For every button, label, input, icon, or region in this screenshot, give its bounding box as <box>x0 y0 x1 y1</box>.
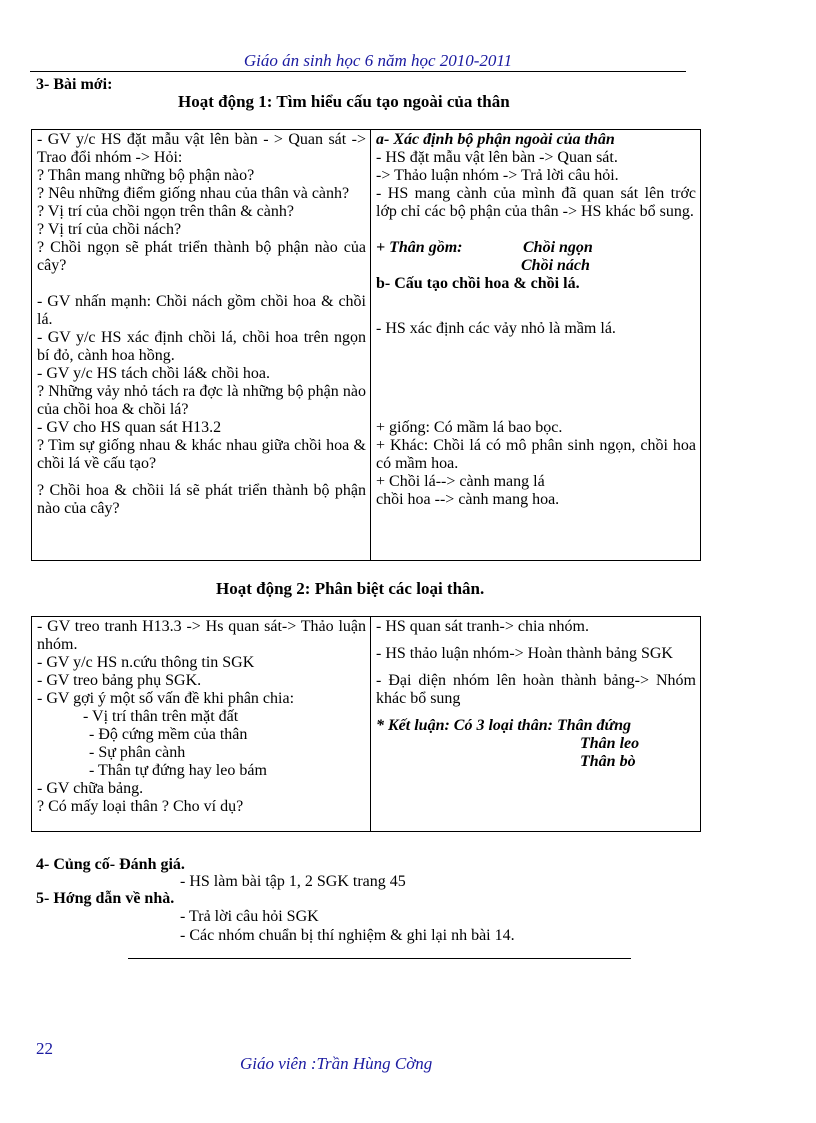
a1-left-line: ? Vị trí của chồi nách? <box>37 221 182 238</box>
a2-left-line: - GV chữa bảng. <box>37 780 144 797</box>
a2-left-line: - GV gợi ý một số vấn đề khi phân chia: <box>37 690 295 707</box>
a2-conclusion-text: : Có 3 loại thân: <box>444 717 557 734</box>
a2-sub-line: - Thân tự đứng hay leo bám <box>89 762 267 779</box>
a2-right-line: - Đại diện nhóm lên hoàn thành bảng-> Nhóm khác bổ sung <box>376 672 696 707</box>
footer-author: Giáo viên :Trần Hùng Cờng <box>240 1054 433 1073</box>
a2-sub-line: - Sự phân cành <box>89 744 186 761</box>
section-5-title: 5- Hớng dẫn về nhà. <box>36 890 175 907</box>
a1-right-line: - HS đặt mẫu vật lên bàn -> Quan sát. <box>376 149 618 166</box>
a1-left-line: - GV y/c HS xác định chồi lá, chồi hoa trên ngọn bí đỏ, cành hoa hồng. <box>37 329 366 364</box>
a2-conclusion-label: * Kết luận <box>376 717 445 734</box>
activity-1-teacher-column <box>32 130 371 561</box>
bottom-divider <box>128 958 631 959</box>
a1-compare-line: chồi hoa --> cành mang hoa. <box>376 491 560 508</box>
activity-2-teacher-column <box>32 617 371 832</box>
activity-2-label: Hoạt động 2 <box>216 579 305 598</box>
a1-left-line: ? Vị trí của chồi ngọn trên thân & cành? <box>37 203 294 220</box>
section-3-title: 3- Bài mới: <box>36 76 113 93</box>
a2-left-line: - GV y/c HS n.cứu thông tin SGK <box>37 654 255 671</box>
a1-left-line: ? Tìm sự giống nhau & khác nhau giữa chồi hoa & chồi lá về cấu tạo? <box>37 437 366 472</box>
a2-left-line: ? Có mấy loại thân ? Cho ví dụ? <box>37 798 244 815</box>
a1-left-line: - GV nhấn mạnh: Chồi nách gồm chồi hoa & chồi lá. <box>37 293 366 328</box>
section-5-line: - Trả lời câu hỏi SGK <box>180 908 319 925</box>
a1-left-line: - GV cho HS quan sát H13.2 <box>37 419 222 436</box>
activity-1-heading: : Tìm hiểu cấu tạo ngoài của thân <box>266 92 510 111</box>
a2-sub-line: - Độ cứng mềm của thân <box>89 726 248 743</box>
activity-1-table <box>31 129 701 561</box>
a2-left-line: - GV treo tranh H13.3 -> Hs quan sát-> Thảo luận nhóm. <box>37 618 366 653</box>
a1-left-line: - GV y/c HS đặt mẫu vật lên bàn - > Quan sát -> Trao đổi nhóm -> Hỏi: <box>37 131 366 166</box>
a1-than-gom-label: + Thân gồm: <box>376 239 463 256</box>
a2-stem-type: Thân bò <box>580 753 636 770</box>
activity-2-title <box>216 580 484 598</box>
a1-left-line: ? Chồi hoa & chồii lá sẽ phát triển thành bộ phận nào của cây? <box>37 482 366 517</box>
a1-than-gom-item: Chồi nách <box>521 257 590 274</box>
a1-right-line: - HS xác định các vảy nhỏ là mầm lá. <box>376 320 616 337</box>
activity-2-table <box>31 616 701 832</box>
a1-left-line: ? Chồi ngọn sẽ phát triển thành bộ phận nào của cây? <box>37 239 366 274</box>
a1-heading-a: a- Xác định bộ phận ngoài của thân <box>376 131 615 148</box>
section-4-title: 4- Củng cố- Đánh giá. <box>36 856 185 873</box>
a1-left-line: ? Thân mang những bộ phận nào? <box>37 167 255 184</box>
a2-stem-type: Thân leo <box>580 735 640 752</box>
page-header-title: Giáo án sinh học 6 năm học 2010-2011 <box>243 51 513 70</box>
a2-sub-line: - Vị trí thân trên mặt đất <box>83 708 239 725</box>
a1-left-line: - GV y/c HS tách chồi lá& chồi hoa. <box>37 365 270 382</box>
a2-right-line: - HS quan sát tranh-> chia nhóm. <box>376 618 589 635</box>
a2-conclusion <box>376 717 696 735</box>
a1-compare-line: + Chồi lá--> cành mang lá <box>376 473 545 490</box>
a1-compare-line: + giống: Có mầm lá bao bọc. <box>376 419 563 436</box>
a1-right-line: - HS mang cành của mình đã quan sát lên trớc lớp chỉ các bộ phận của thân -> HS khác bổ sung. <box>376 185 696 220</box>
activity-2-student-column <box>371 617 701 832</box>
activity-2-heading: : Phân biệt các loại thân. <box>304 579 485 598</box>
page-number: 22 <box>36 1039 53 1058</box>
a2-left-line: - GV treo bảng phụ SGK. <box>37 672 202 689</box>
header-divider <box>30 71 686 72</box>
a1-left-line: ? Những vảy nhỏ tách ra đợc là những bộ phận nào của chồi hoa & chồi lá? <box>37 383 366 418</box>
a1-right-line: -> Thảo luận nhóm -> Trả lời câu hỏi. <box>376 167 619 184</box>
activity-1-title <box>178 93 510 111</box>
section-5-line: - Các nhóm chuẩn bị thí nghiệm & ghi lại nh bài 14. <box>180 927 515 944</box>
a1-compare-line: + Khác: Chồi lá có mô phân sinh ngọn, chồi hoa có mầm hoa. <box>376 437 696 472</box>
a1-left-line: ? Nêu những điểm giống nhau của thân và cành? <box>37 185 350 202</box>
activity-1-label: Hoạt động 1 <box>178 92 267 111</box>
a2-right-line: - HS thảo luận nhóm-> Hoàn thành bảng SGK <box>376 645 673 662</box>
section-4-line: - HS làm bài tập 1, 2 SGK trang 45 <box>180 873 406 890</box>
activity-1-student-column <box>371 130 701 561</box>
a1-heading-b: b- Cấu tạo chồi hoa & chồi lá. <box>376 275 580 292</box>
a1-than-gom-item: Chồi ngọn <box>523 239 593 256</box>
a2-stem-type: Thân đứng <box>556 717 631 734</box>
a1-than-gom <box>376 239 696 257</box>
